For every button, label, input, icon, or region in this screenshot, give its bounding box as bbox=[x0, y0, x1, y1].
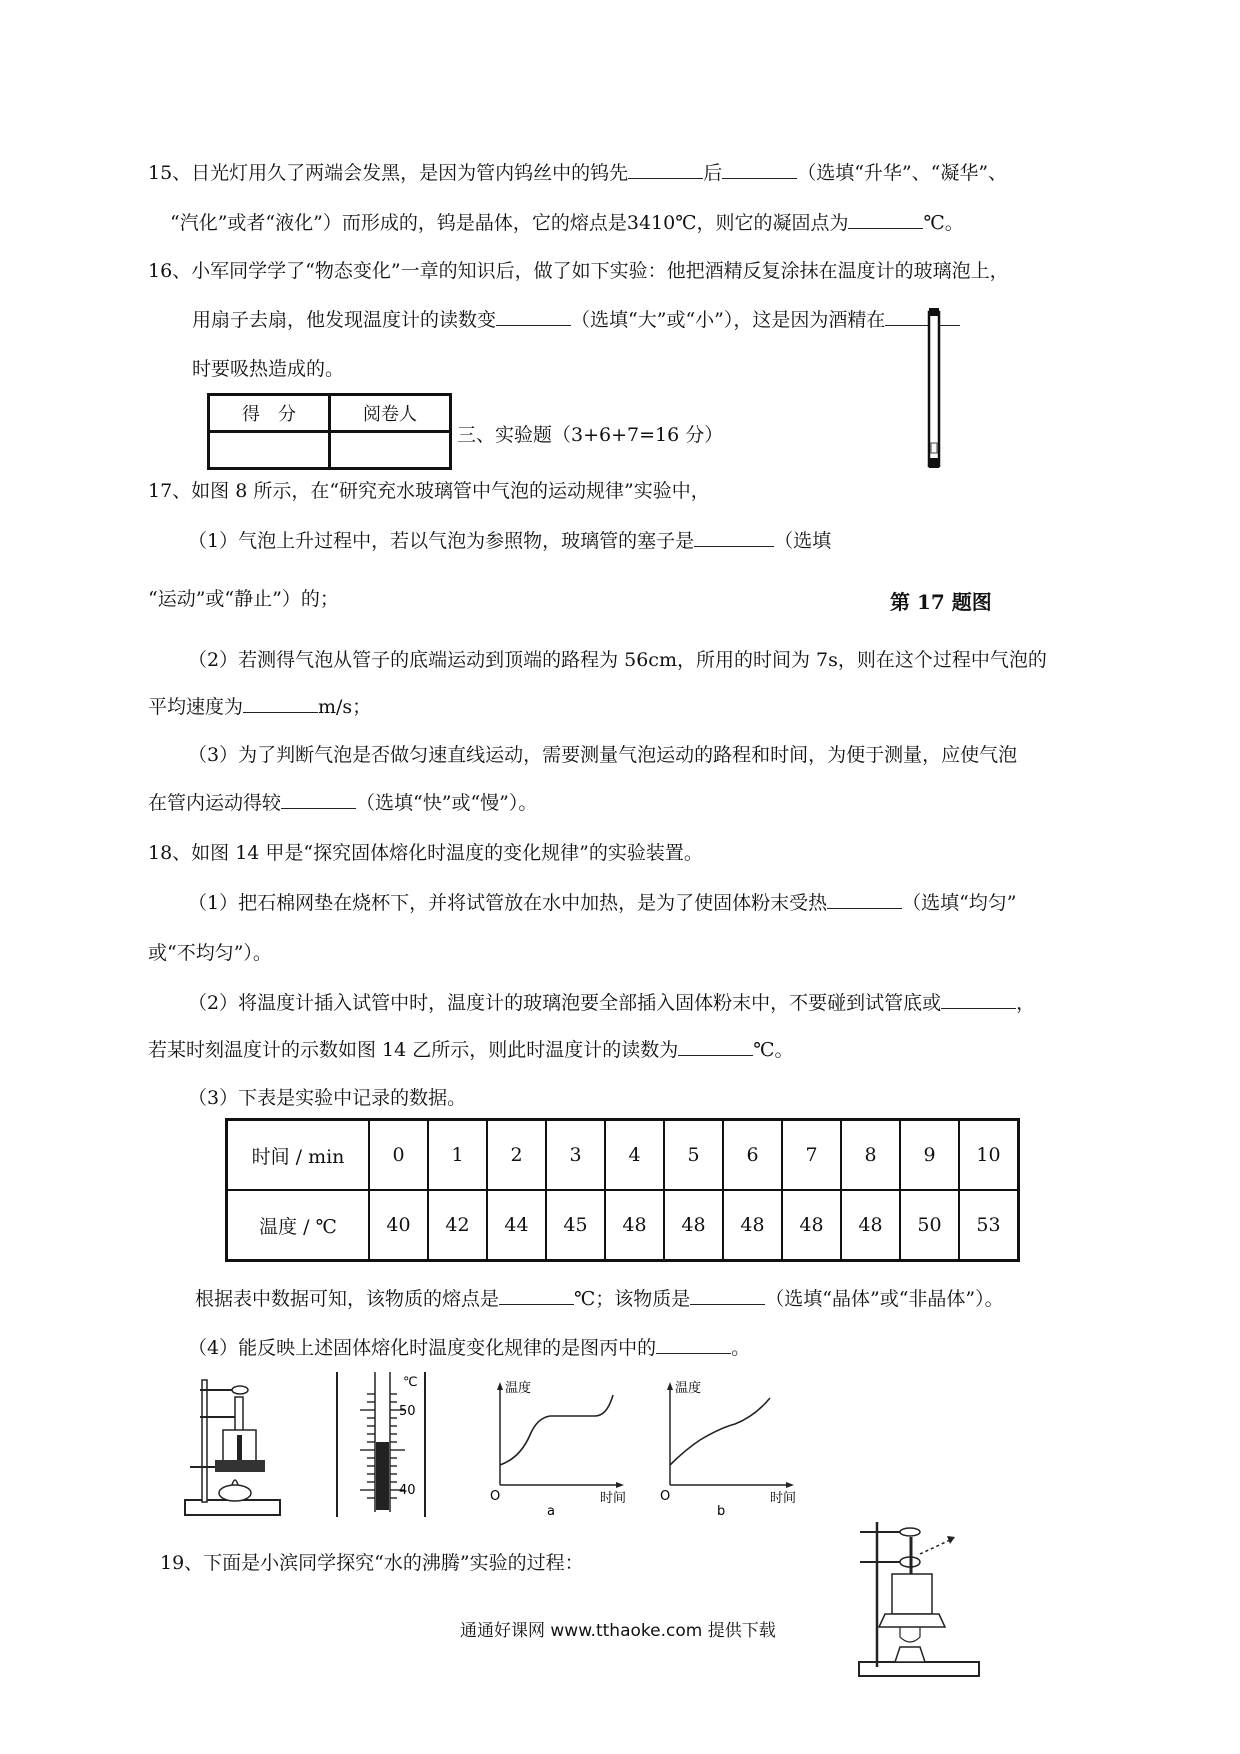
q16-line2 bbox=[192, 307, 960, 333]
q18-text-2a: （2）将温度计插入试管中时，温度计的玻璃泡要全部插入固体粉末中，不要碰到试管底或 bbox=[188, 992, 942, 1014]
q17-part3-cont bbox=[148, 790, 537, 816]
q17-blank-1[interactable] bbox=[694, 528, 774, 547]
q17-blank-2[interactable] bbox=[243, 694, 318, 713]
q15-unit: ℃。 bbox=[923, 212, 964, 234]
table-row-temp bbox=[227, 1190, 1019, 1261]
time-cell: 4 bbox=[605, 1120, 664, 1191]
q18-part1 bbox=[188, 890, 1017, 916]
q18-blank-2[interactable] bbox=[941, 990, 1016, 1009]
q17-text-3b: 在管内运动得较 bbox=[148, 792, 282, 814]
time-cell: 5 bbox=[664, 1120, 723, 1191]
time-cell: 9 bbox=[900, 1120, 959, 1191]
q17-text-1b: （选填 bbox=[774, 530, 832, 552]
temp-cell: 48 bbox=[723, 1190, 782, 1261]
q17-part2-cont bbox=[148, 694, 371, 720]
q18-text-3b: 根据表中数据可知，该物质的熔点是 bbox=[195, 1288, 500, 1310]
time-cell: 3 bbox=[546, 1120, 605, 1191]
graph-a-ylabel: 温度 bbox=[505, 1381, 532, 1396]
graph-a-curve bbox=[500, 1395, 613, 1465]
q18-part4 bbox=[188, 1335, 750, 1361]
q17-part3: （3）为了判断气泡是否做匀速直线运动，需要测量气泡运动的路程和时间，为便于测量，应使气泡 bbox=[188, 744, 1018, 766]
figure-caption: 第 17 题图 bbox=[890, 590, 992, 614]
temp-cell: 48 bbox=[782, 1190, 841, 1261]
q15-line1 bbox=[148, 160, 1007, 186]
temp-cell: 48 bbox=[605, 1190, 664, 1261]
q18-text-3d: （选填“晶体”或“非晶体”）。 bbox=[765, 1288, 1004, 1310]
temp-cell: 40 bbox=[369, 1190, 428, 1261]
q16-text-2a: 用扇子去扇，他发现温度计的读数变 bbox=[192, 309, 497, 331]
q17-part2: （2）若测得气泡从管子的底端运动到顶端的路程为 56cm，所用的时间为 7s，则在这个过程中气泡的 bbox=[188, 649, 1047, 671]
q17-text-3c: （选填“快”或“慢”）。 bbox=[356, 792, 538, 814]
q18-part2 bbox=[188, 990, 1035, 1016]
q18-text-3c: ℃；该物质是 bbox=[574, 1288, 691, 1310]
q18-text-1b: （选填“均匀” bbox=[902, 892, 1017, 914]
q16-blank-2[interactable] bbox=[885, 307, 960, 326]
q17-part1-cont: “运动”或“静止”）的； bbox=[148, 588, 339, 610]
graph-b-xlabel: 时间 bbox=[770, 1491, 797, 1506]
mercury-column bbox=[376, 1442, 389, 1510]
q15-blank-1[interactable] bbox=[628, 160, 703, 179]
q17-unit: m/s； bbox=[318, 696, 372, 718]
score-cell[interactable] bbox=[209, 432, 330, 469]
q18-blank-4[interactable] bbox=[499, 1286, 574, 1305]
q17-intro: 17、如图 8 所示，在“研究充水玻璃管中气泡的运动规律”实验中， bbox=[148, 480, 710, 502]
grader-cell[interactable] bbox=[330, 432, 451, 469]
q16-line3 bbox=[192, 356, 344, 382]
q15-blank-3[interactable] bbox=[848, 210, 923, 229]
section-title: 三、实验题（3+6+7=16 分） bbox=[457, 424, 724, 446]
q16-blank-1[interactable] bbox=[496, 307, 571, 326]
time-cell: 10 bbox=[959, 1120, 1019, 1191]
q18-blank-5[interactable] bbox=[690, 1286, 765, 1305]
graph-b-origin: O bbox=[660, 1489, 671, 1504]
q15-blank-2[interactable] bbox=[722, 160, 797, 179]
temp-cell: 44 bbox=[487, 1190, 546, 1261]
temp-cell: 50 bbox=[900, 1190, 959, 1261]
q16-text-2b: （选填“大”或“小”），这是因为酒精在 bbox=[571, 309, 886, 331]
q17-part1 bbox=[188, 528, 831, 554]
q17-blank-3[interactable] bbox=[281, 790, 356, 809]
q18-part3: （3）下表是实验中记录的数据。 bbox=[188, 1087, 467, 1109]
graph-a-name: a bbox=[547, 1504, 555, 1519]
time-cell: 2 bbox=[487, 1120, 546, 1191]
q18-text-2b: ， bbox=[1016, 992, 1036, 1014]
q18-text-4b: 。 bbox=[731, 1337, 751, 1359]
q18-blank-6[interactable] bbox=[656, 1335, 731, 1354]
graph-a-origin: O bbox=[490, 1489, 501, 1504]
q18-part1-cont: 或“不均匀”）。 bbox=[148, 942, 272, 964]
graph-b-ylabel: 温度 bbox=[675, 1381, 702, 1396]
thermometer-figure bbox=[335, 1372, 435, 1522]
time-cell: 1 bbox=[428, 1120, 487, 1191]
q18-intro: 18、如图 14 甲是“探究固体熔化时温度的变化规律”的实验装置。 bbox=[148, 842, 703, 864]
melting-apparatus-figure bbox=[180, 1375, 290, 1525]
data-table bbox=[225, 1118, 1020, 1262]
row-label-time: 时间 / min bbox=[227, 1120, 370, 1191]
row-label-temp: 温度 / ℃ bbox=[227, 1190, 370, 1261]
q15-line2 bbox=[170, 210, 964, 236]
q16-text-3: 时要吸热造成的。 bbox=[192, 358, 345, 380]
boiling-apparatus-figure bbox=[855, 1522, 985, 1682]
graph-a-xlabel: 时间 bbox=[600, 1491, 627, 1506]
grader-label: 阅卷人 bbox=[330, 395, 451, 432]
q17-text-2b: 平均速度为 bbox=[148, 696, 244, 718]
temp-cell: 48 bbox=[841, 1190, 900, 1261]
graph-b-name: b bbox=[717, 1504, 726, 1519]
q18-unit: ℃。 bbox=[753, 1039, 794, 1061]
temp-cell: 48 bbox=[664, 1190, 723, 1261]
q18-text-2c: 若某时刻温度计的示数如图 14 乙所示，则此时温度计的读数为 bbox=[148, 1039, 679, 1061]
q19-intro: 19、下面是小滨同学探究“水的沸腾”实验的过程： bbox=[160, 1552, 584, 1574]
q15-text: 15、日光灯用久了两端会发黑，是因为管内钨丝中的钨先 bbox=[148, 162, 629, 184]
table-row-time bbox=[227, 1120, 1019, 1191]
q18-blank-1[interactable] bbox=[827, 890, 902, 909]
time-cell: 7 bbox=[782, 1120, 841, 1191]
graph-b-curve bbox=[670, 1398, 770, 1465]
temp-cell: 42 bbox=[428, 1190, 487, 1261]
time-cell: 6 bbox=[723, 1120, 782, 1191]
q18-part3-conclusion bbox=[195, 1286, 1004, 1312]
thermometer-unit: ℃ bbox=[403, 1375, 418, 1390]
temp-cell: 45 bbox=[546, 1190, 605, 1261]
q17-text-1a: （1）气泡上升过程中，若以气泡为参照物，玻璃管的塞子是 bbox=[188, 530, 695, 552]
q16-line1 bbox=[148, 258, 1009, 284]
q18-text-1a: （1）把石棉网垫在烧杯下，并将试管放在水中加热，是为了使固体粉末受热 bbox=[188, 892, 828, 914]
graph-b-figure bbox=[660, 1380, 800, 1519]
q18-text-4a: （4）能反映上述固体熔化时温度变化规律的是图丙中的 bbox=[188, 1337, 657, 1359]
score-label: 得 分 bbox=[209, 395, 330, 432]
time-cell: 8 bbox=[841, 1120, 900, 1191]
q15-text-tail: （选填“升华”、“凝华”、 bbox=[797, 162, 1008, 184]
footer-watermark: 通通好课网 www.tthaoke.com 提供下载 bbox=[460, 1621, 776, 1641]
graph-a-figure bbox=[490, 1380, 630, 1519]
tick-label-50: 50 bbox=[399, 1404, 416, 1419]
tick-label-40: 40 bbox=[399, 1483, 416, 1498]
temp-cell: 53 bbox=[959, 1190, 1019, 1261]
time-cell: 0 bbox=[369, 1120, 428, 1191]
glass-tube-figure bbox=[925, 308, 945, 473]
q18-blank-3[interactable] bbox=[678, 1037, 753, 1056]
q18-part2-cont bbox=[148, 1037, 794, 1063]
q16-text: 16、小军同学学了“物态变化”一章的知识后，做了如下实验：他把酒精反复涂抹在温度计的玻璃泡上， bbox=[148, 260, 1009, 282]
q15-text-mid: 后 bbox=[703, 162, 723, 184]
q15-text-2: “汽化”或者“液化”）而形成的，钨是晶体，它的熔点是3410℃，则它的凝固点为 bbox=[170, 212, 849, 234]
score-table bbox=[207, 393, 452, 470]
